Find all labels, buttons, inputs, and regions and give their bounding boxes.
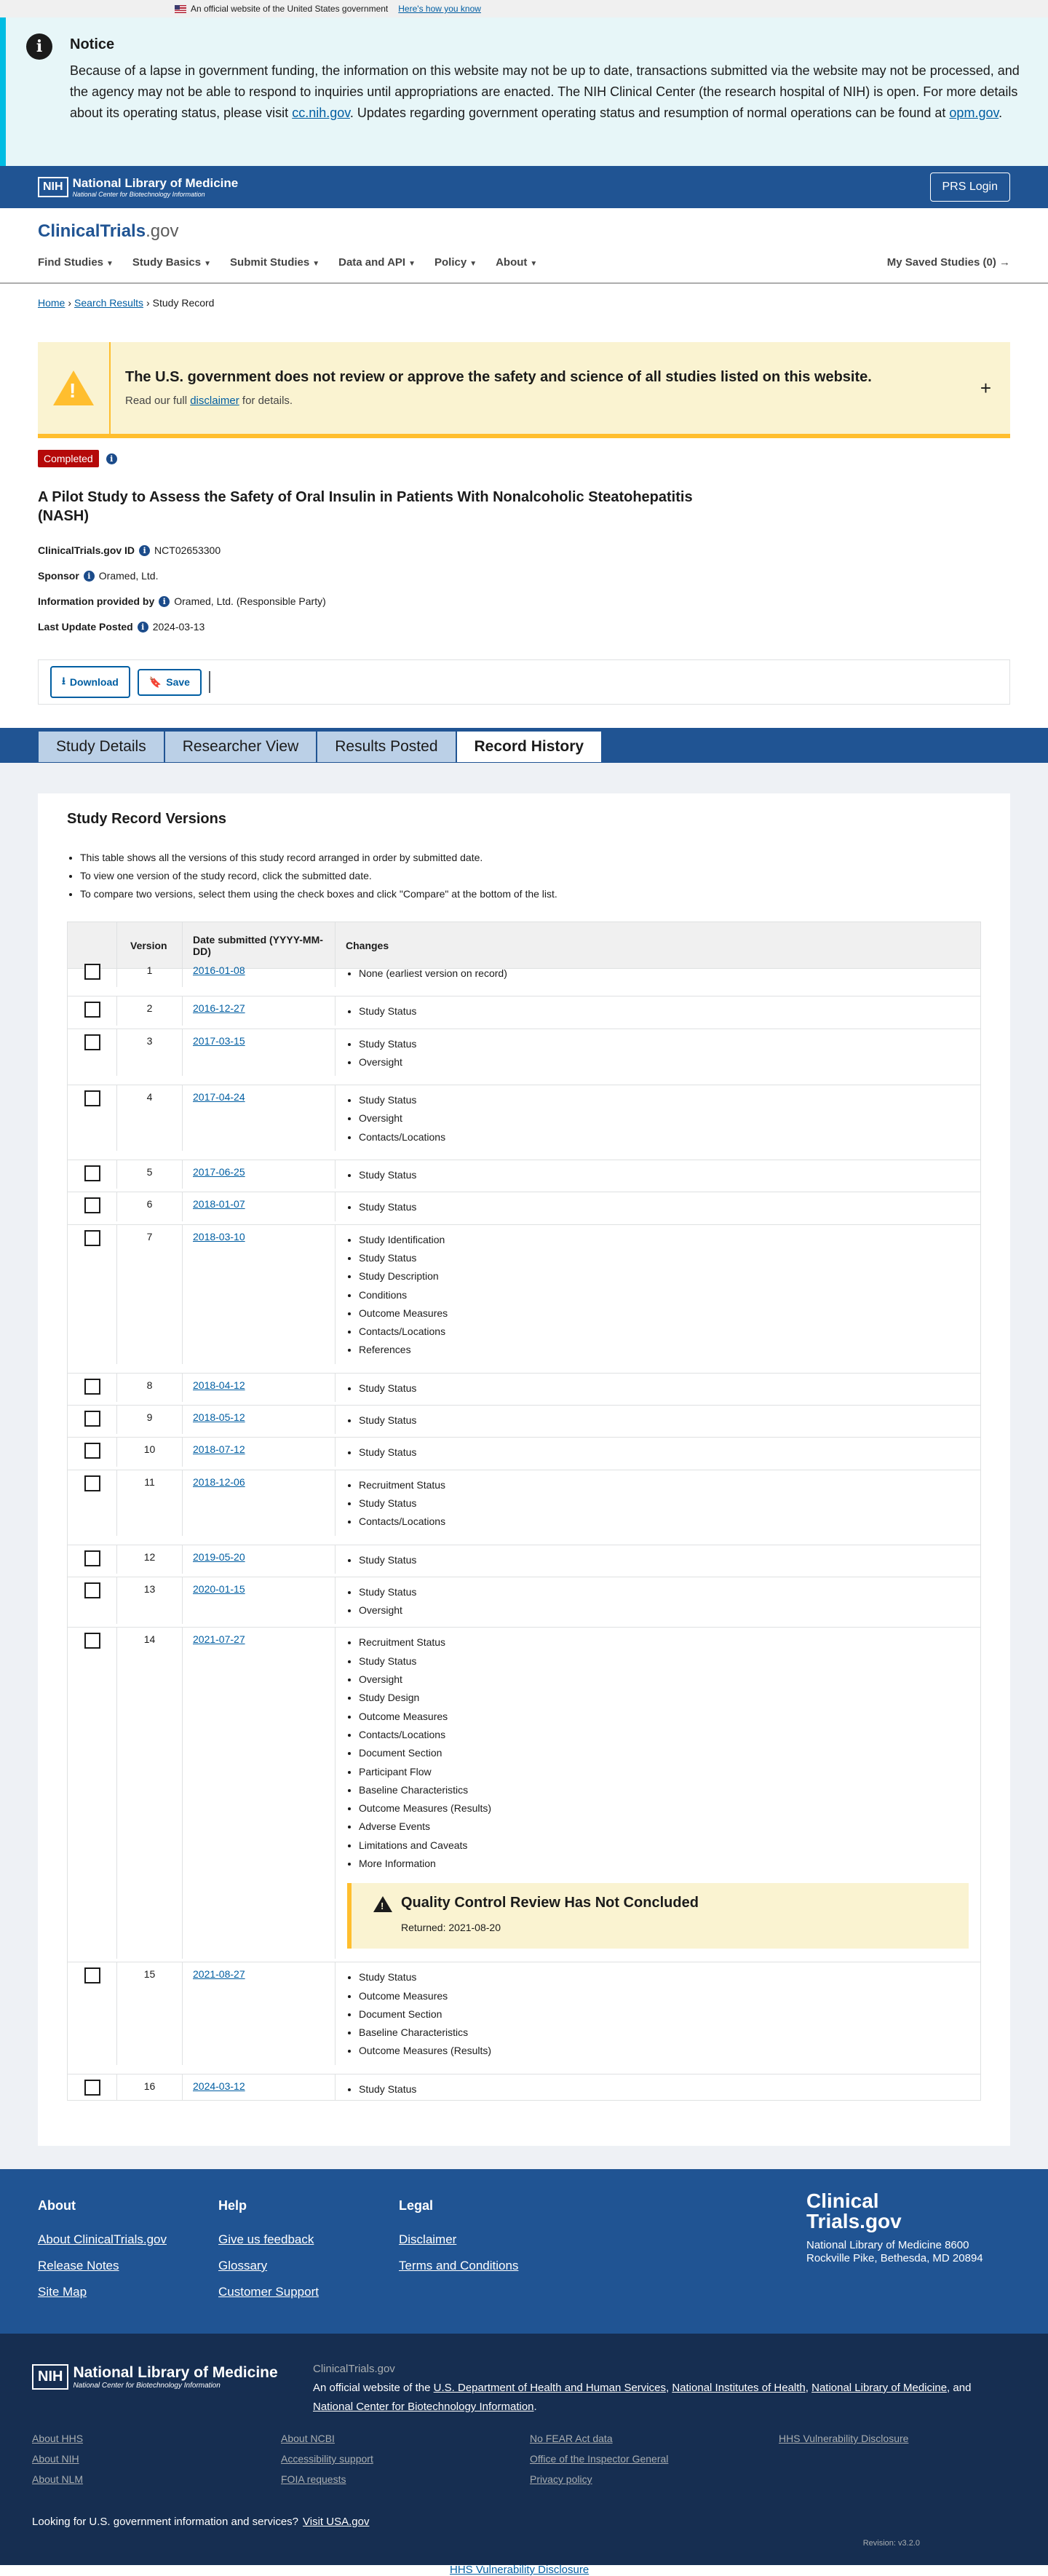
table-row: [68, 1628, 980, 1962]
meta-id: ClinicalTrials.gov ID i NCT02653300: [38, 544, 221, 556]
version-checkbox[interactable]: [84, 1379, 100, 1395]
col-version: Version: [117, 922, 183, 968]
version-date-link[interactable]: 2021-07-27: [193, 1633, 245, 1646]
footer-brand: [806, 2191, 996, 2265]
table-row: [68, 1029, 980, 1086]
versions-rows: [68, 959, 980, 2101]
change-item: • Study Status: [359, 2080, 980, 2099]
footer-link[interactable]: About NCBI: [281, 2433, 335, 2444]
revision-text: Revision: v3.2.0: [862, 2539, 920, 2548]
qc-title: Quality Control Review Has Not Concluded: [401, 1895, 699, 1911]
arrow-right-icon: →: [999, 256, 1010, 269]
meta-last-update: Last Update Posted i 2024-03-13: [38, 621, 205, 633]
version-number: 4: [117, 1085, 183, 1151]
change-item: • Adverse Events: [359, 1818, 980, 1836]
change-item: • Study Status: [359, 1411, 980, 1430]
nav-policy[interactable]: Policy ▼: [434, 256, 477, 269]
tab-researcher-view[interactable]: Researcher View: [164, 731, 317, 763]
notice-title: Notice: [70, 36, 115, 52]
info-icon[interactable]: i: [84, 571, 95, 582]
table-row: [68, 1438, 980, 1470]
version-date-link[interactable]: 2016-12-27: [193, 1002, 245, 1015]
nlm-title: National Library of Medicine: [72, 176, 239, 190]
ncbi-link[interactable]: National Center for Biotechnology Information: [313, 2401, 534, 2413]
change-item: • Oversight: [359, 1109, 980, 1128]
footer-legal: Legal Disclaimer Terms and Conditions: [399, 2198, 519, 2272]
change-item: • References: [359, 1341, 980, 1359]
chevron-down-icon: ▼: [530, 260, 538, 268]
status-badge: Completed: [38, 450, 99, 467]
change-item: • Study Status: [359, 1494, 980, 1513]
footer-link[interactable]: Release Notes: [38, 2259, 119, 2272]
actions-bar: [38, 659, 1010, 705]
footer-link[interactable]: About NLM: [32, 2473, 84, 2485]
footer-link[interactable]: Site Map: [38, 2285, 87, 2299]
change-item: • Study Status: [359, 1002, 980, 1021]
hhs-vulnerability-link[interactable]: HHS Vulnerability Disclosure: [450, 2564, 590, 2576]
site-footer: [0, 2169, 1048, 2334]
usagov-line: Looking for U.S. government information and services? Visit USA.gov: [32, 2516, 370, 2528]
bookmark-icon: 🔖: [148, 675, 162, 688]
chevron-down-icon: ▼: [469, 260, 477, 268]
chevron-down-icon: ▼: [408, 260, 416, 268]
version-checkbox[interactable]: [84, 1230, 100, 1246]
footer-address: National Library of Medicine 8600 Rockville Pike, Bethesda, MD 20894: [806, 2239, 983, 2264]
table-row: [68, 1085, 980, 1160]
footer-link[interactable]: No FEAR Act data: [530, 2433, 613, 2444]
change-item: • Study Status: [359, 1035, 980, 1053]
change-item: • Recruitment Status: [359, 1633, 980, 1652]
nlm-link[interactable]: National Library of Medicine: [811, 2382, 948, 2394]
change-item: • Recruitment Status: [359, 1476, 980, 1494]
nlm-header: [0, 166, 1048, 208]
change-item: • Limitations and Caveats: [359, 1836, 980, 1855]
change-item: • Document Section: [359, 1744, 980, 1762]
change-item: • Baseline Characteristics: [359, 2024, 980, 2042]
version-checkbox[interactable]: [84, 1165, 100, 1181]
version-date-link[interactable]: 2024-03-12: [193, 2080, 245, 2092]
record-history-panel: [38, 793, 1010, 2146]
nih-link[interactable]: National Institutes of Health: [672, 2382, 806, 2394]
footer-link[interactable]: Glossary: [218, 2259, 268, 2272]
change-item: • Outcome Measures: [359, 1987, 980, 2005]
version-number: 8: [117, 1374, 183, 1402]
usagov-link[interactable]: Visit USA.gov: [303, 2516, 370, 2528]
change-item: • Conditions: [359, 1286, 980, 1304]
footer-link[interactable]: About NIH: [32, 2453, 79, 2465]
tab-record-history[interactable]: Record History: [456, 731, 603, 763]
change-item: • Participant Flow: [359, 1763, 980, 1781]
version-number: 15: [117, 1962, 183, 2064]
breadcrumb-home[interactable]: Home: [38, 297, 66, 309]
warning-icon: !: [53, 370, 94, 405]
footer-help: Help Give us feedback Glossary Customer Support: [218, 2198, 319, 2299]
version-number: 5: [117, 1160, 183, 1189]
table-row: [68, 1192, 980, 1224]
nlm-footer-logo[interactable]: NIH National Library of Medicine National Center for Biotechnology Information: [32, 2364, 278, 2390]
change-item: • Study Identification: [359, 1231, 980, 1249]
footer-link[interactable]: Office of the Inspector General: [530, 2453, 669, 2465]
version-number: 6: [117, 1192, 183, 1221]
change-item: • Baseline Characteristics: [359, 1781, 980, 1799]
table-row: [68, 1225, 980, 1374]
table-row: [68, 1406, 980, 1438]
version-checkbox[interactable]: [84, 964, 100, 980]
disclaimer-link[interactable]: disclaimer: [190, 395, 239, 407]
info-icon[interactable]: i: [106, 453, 117, 464]
change-item: • Oversight: [359, 1671, 980, 1689]
version-checkbox[interactable]: [84, 1443, 100, 1459]
chevron-down-icon: ▼: [106, 260, 114, 268]
change-item: • Study Status: [359, 1583, 980, 1601]
version-date-link[interactable]: 2017-06-25: [193, 1166, 245, 1178]
table-row: [68, 1962, 980, 2074]
qc-returned: Returned: 2021-08-20: [401, 1922, 501, 1934]
version-number: 9: [117, 1406, 183, 1434]
version-date-link[interactable]: 2018-01-07: [193, 1198, 245, 1210]
version-number: 12: [117, 1545, 183, 1574]
version-checkbox[interactable]: [84, 1090, 100, 1106]
gov-banner-text: An official website of the United States government: [191, 4, 389, 14]
col-changes: Changes: [346, 939, 389, 951]
version-date-link[interactable]: 2017-03-15: [193, 1034, 245, 1047]
cc-nih-link[interactable]: cc.nih.gov: [292, 106, 350, 120]
change-item: • Outcome Measures: [359, 1708, 980, 1726]
footer-link[interactable]: Customer Support: [218, 2285, 319, 2299]
nih-logo-box: NIH: [38, 177, 68, 197]
save-button[interactable]: 🔖 Save: [138, 669, 202, 696]
table-row: [68, 1545, 980, 1577]
notice-text: Because of a lapse in government funding, the information on this website may not be up to date, transactions submitted via the website may not be processed, and the agency may not be able to respond to inquiries until appropriations are enacted. The NIH Clinical Center (the research hospital of NIH) is open. For more details about its operating status, please visit cc.nih.gov. Updates regarding government operating status and resumption of normal operations can be found at opm.gov.: [70, 63, 1020, 120]
change-item: • Outcome Measures: [359, 1304, 980, 1323]
nav-study-basics[interactable]: Study Basics ▼: [132, 256, 212, 269]
footer-link[interactable]: Terms and Conditions: [399, 2259, 519, 2272]
meta-sponsor: Sponsor i Oramed, Ltd.: [38, 570, 159, 582]
tab-results-posted[interactable]: Results Posted: [317, 731, 456, 763]
nav-find-studies[interactable]: Find Studies ▼: [38, 256, 114, 269]
version-number: 2: [117, 996, 183, 1025]
table-row: [68, 1470, 980, 1545]
version-number: 1: [117, 959, 183, 987]
change-item: • Study Status: [359, 1166, 980, 1184]
version-date-link[interactable]: 2020-01-15: [193, 1582, 245, 1595]
change-item: • Contacts/Locations: [359, 1513, 980, 1531]
footer-logo[interactable]: Clinical Trials.gov: [806, 2189, 902, 2232]
info-icon[interactable]: i: [138, 622, 148, 633]
nlm-footer: [0, 2334, 1048, 2565]
footer-link[interactable]: Give us feedback: [218, 2232, 314, 2246]
nlm-subtitle: National Center for Biotechnology Information: [72, 191, 205, 198]
info-icon: i: [26, 33, 52, 60]
footer-link[interactable]: Disclaimer: [399, 2232, 457, 2246]
footer-link[interactable]: Privacy policy: [530, 2473, 592, 2485]
divider: [209, 671, 210, 693]
version-number: 10: [117, 1438, 183, 1466]
change-item: • Contacts/Locations: [359, 1323, 980, 1341]
my-saved-studies-link[interactable]: My Saved Studies (0) →: [886, 256, 1010, 269]
table-row: [68, 959, 980, 996]
version-checkbox[interactable]: [84, 1475, 100, 1491]
footer-links-grid: [32, 2433, 997, 2485]
official-website-text: ClinicalTrials.gov An official website of the U.S. Department of Health and Human Services, National Institutes of Health, National Library of Medicine, and National Center for Biotechnology Information.: [313, 2363, 972, 2413]
version-date-link[interactable]: 2018-07-12: [193, 1443, 245, 1456]
change-item: • Study Status: [359, 1249, 980, 1267]
change-item: • Study Status: [359, 1551, 980, 1569]
download-button[interactable]: ⭳ Download: [50, 666, 130, 698]
disclaimer-subtext: Read our full disclaimer for details.: [125, 395, 293, 407]
download-icon: ⭳: [62, 675, 66, 686]
change-item: • Study Description: [359, 1267, 980, 1285]
version-checkbox[interactable]: [84, 1034, 100, 1050]
info-icon[interactable]: i: [159, 596, 170, 607]
version-checkbox[interactable]: [84, 1582, 100, 1598]
change-item: • Study Status: [359, 1652, 980, 1671]
nav-about[interactable]: About ▼: [496, 256, 538, 269]
version-checkbox[interactable]: [84, 1967, 100, 1983]
versions-intro: • This table shows all the versions of this study record arranged in order by submitted date. • To view one version of the study record, click the submitted date. • To compare two versions, select them using the check boxes and click "Compare" at the bottom of the list.: [80, 849, 557, 903]
change-item: • Outcome Measures (Results): [359, 1799, 980, 1818]
version-checkbox[interactable]: [84, 1550, 100, 1566]
ctgov-logo[interactable]: ClinicalTrials.gov: [38, 221, 179, 241]
change-item: • Study Status: [359, 1379, 980, 1398]
change-item: • More Information: [359, 1855, 980, 1873]
gov-banner: [0, 0, 1048, 17]
nav-data-api[interactable]: Data and API ▼: [338, 256, 416, 269]
change-item: • Study Status: [359, 1443, 980, 1462]
version-date-link[interactable]: 2018-05-12: [193, 1411, 245, 1424]
heres-how-you-know-link[interactable]: Here's how you know: [398, 4, 481, 14]
version-number: 16: [117, 2074, 183, 2101]
breadcrumb: Home › Search Results › Study Record: [38, 297, 215, 309]
footer-link[interactable]: HHS Vulnerability Disclosure: [779, 2433, 909, 2444]
study-tabs: [38, 731, 602, 763]
change-item: • Contacts/Locations: [359, 1726, 980, 1744]
footer-link[interactable]: FOIA requests: [281, 2473, 346, 2485]
breadcrumb-search-results[interactable]: Search Results: [74, 297, 143, 309]
change-item: • None (earliest version on record): [359, 964, 980, 983]
opm-link[interactable]: opm.gov: [949, 106, 999, 120]
footer-link[interactable]: Accessibility support: [281, 2453, 373, 2465]
version-date-link[interactable]: 2018-03-10: [193, 1230, 245, 1243]
footer-link[interactable]: About HHS: [32, 2433, 84, 2444]
expand-plus-icon[interactable]: +: [980, 376, 991, 399]
nlm-logo[interactable]: [38, 176, 238, 198]
disclaimer-alert: [38, 342, 1010, 438]
version-number: 14: [117, 1628, 183, 1959]
meta-info-provided: Information provided by i Oramed, Ltd. (Responsible Party): [38, 595, 326, 607]
version-date-link[interactable]: 2018-12-06: [193, 1475, 245, 1488]
nav-submit-studies[interactable]: Submit Studies ▼: [230, 256, 320, 269]
change-item: • Document Section: [359, 2005, 980, 2024]
version-date-link[interactable]: 2019-05-20: [193, 1550, 245, 1563]
change-item: • Oversight: [359, 1601, 980, 1620]
change-item: • Oversight: [359, 1053, 980, 1071]
version-date-link[interactable]: 2016-01-08: [193, 964, 245, 976]
versions-heading: Study Record Versions: [67, 811, 226, 827]
disclaimer-title: The U.S. government does not review or approve the safety and science of all studies listed on this website.: [125, 369, 872, 385]
table-row: [68, 1160, 980, 1192]
footer-link[interactable]: About ClinicalTrials.gov: [38, 2232, 167, 2246]
study-title: A Pilot Study to Assess the Safety of Oral Insulin in Patients With Nonalcoholic Steatohepatitis (NASH): [38, 489, 693, 524]
version-number: 11: [117, 1470, 183, 1536]
change-item: • Contacts/Locations: [359, 1128, 980, 1146]
col-date: Date submitted (YYYY-MM-DD): [183, 922, 336, 968]
qc-alert: [347, 1883, 969, 1949]
chevron-down-icon: ▼: [312, 260, 320, 268]
version-date-link[interactable]: 2018-04-12: [193, 1379, 245, 1391]
table-row: [68, 996, 980, 1029]
change-item: • Outcome Measures (Results): [359, 2042, 980, 2060]
footer-about: About About ClinicalTrials.gov Release Notes Site Map: [38, 2198, 167, 2299]
change-item: • Study Design: [359, 1689, 980, 1707]
versions-table: [67, 922, 981, 2101]
change-item: • Study Status: [359, 1198, 980, 1216]
ct-header: [0, 208, 1048, 284]
info-icon[interactable]: i: [139, 545, 150, 556]
prs-login-button[interactable]: PRS Login: [930, 173, 1011, 202]
chevron-down-icon: ▼: [204, 260, 212, 268]
notice-banner: [0, 17, 1048, 166]
table-row: [68, 2074, 980, 2101]
version-date-link[interactable]: 2017-04-24: [193, 1091, 245, 1103]
status-row: [38, 450, 117, 467]
version-number: 13: [117, 1577, 183, 1625]
version-number: 7: [117, 1225, 183, 1364]
us-flag-icon: [175, 5, 186, 13]
hhs-link[interactable]: U.S. Department of Health and Human Services: [433, 2382, 666, 2394]
version-number: 3: [117, 1029, 183, 1077]
version-checkbox[interactable]: [84, 1411, 100, 1427]
table-row: [68, 1577, 980, 1628]
version-checkbox[interactable]: [84, 1197, 100, 1213]
change-item: • Study Status: [359, 1091, 980, 1109]
version-checkbox[interactable]: [84, 2080, 100, 2096]
tab-study-details[interactable]: Study Details: [38, 731, 164, 763]
breadcrumb-current: Study Record: [152, 297, 215, 309]
change-item: • Study Status: [359, 1968, 980, 1986]
version-date-link[interactable]: 2021-08-27: [193, 1968, 245, 1981]
version-checkbox[interactable]: [84, 1002, 100, 1018]
warning-icon: !: [373, 1896, 392, 1912]
main-nav: [38, 256, 537, 269]
table-row: [68, 1374, 980, 1406]
version-checkbox[interactable]: [84, 1633, 100, 1649]
